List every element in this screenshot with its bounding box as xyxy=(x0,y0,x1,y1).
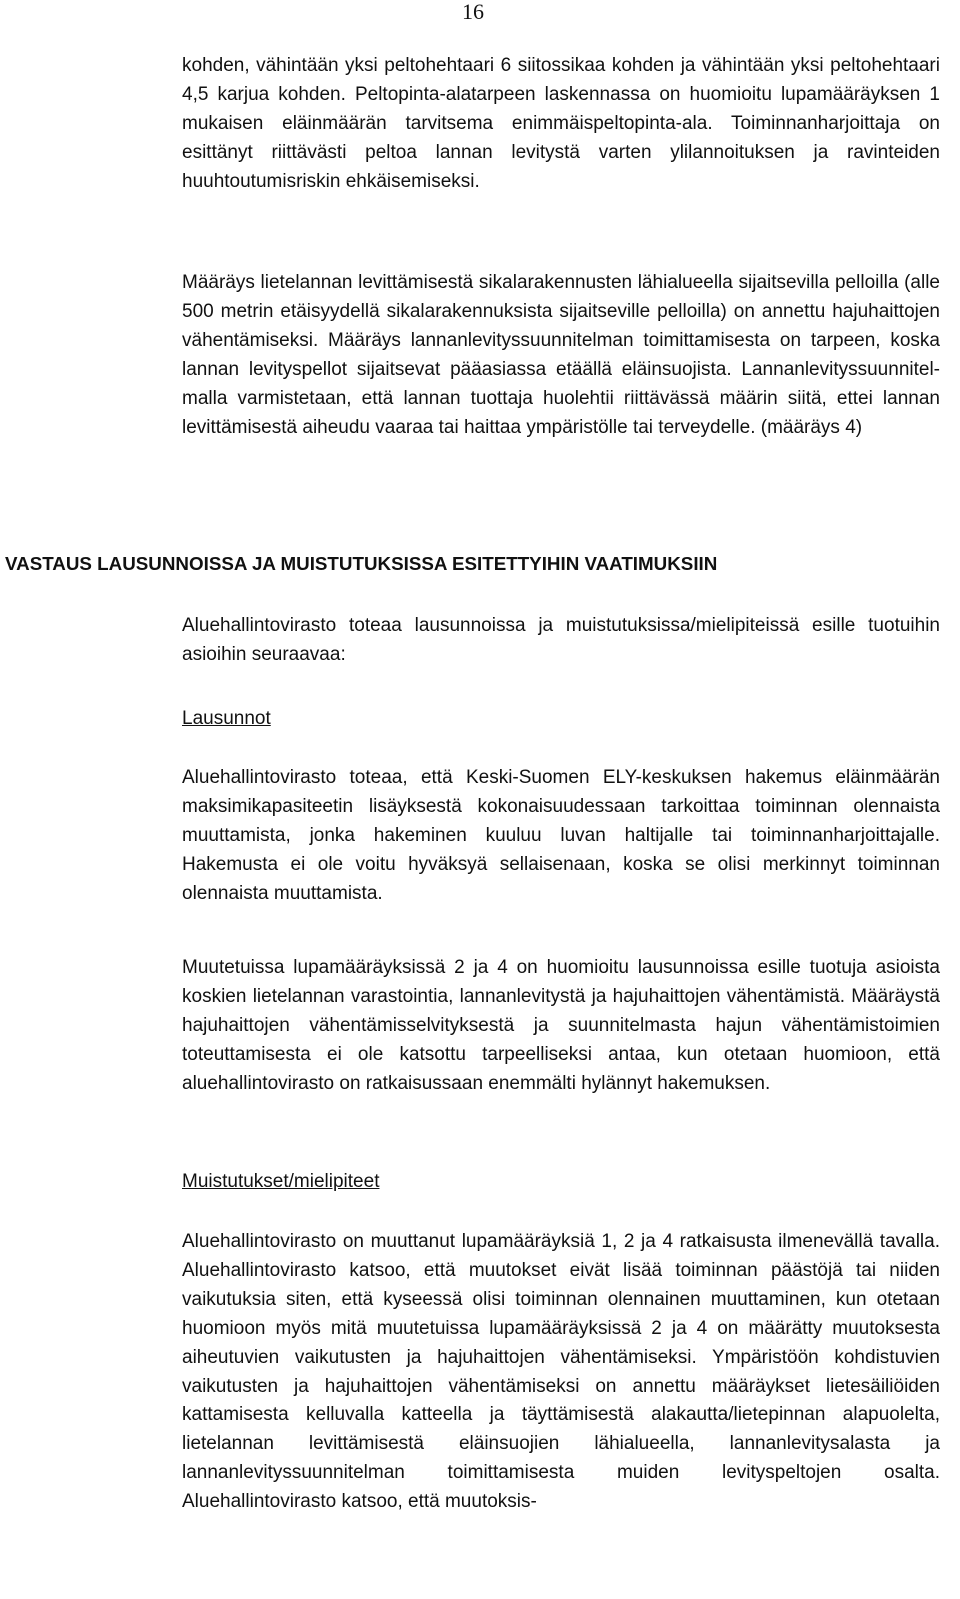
paragraph-intro-response: Aluehallintovirasto toteaa lausunnoissa ja muistutuksissa/mielipiteissä esille tuotuihin asioihin seuraavaa: xyxy=(182,615,940,665)
paragraph-field-requirements: kohden, vähintään yksi peltohehtaari 6 siitossikaa kohden ja vähintään yksi peltohehtaari 4,5 karjua kohden. Peltopinta-alatarpeen laskennassa on huomioitu lupamääräyksen 1 mukaisen eläinmäärän tarvitsema enimmäispeltopinta-ala. Toiminnanharjoittaja on esittänyt riittävästi peltoa lannan levitystä varten ylilannoituksen ja ravinteiden huuhtoutumisriskin ehkäisemiseksi. xyxy=(182,55,940,192)
paragraph-ely-application: Aluehallintovirasto toteaa, että Keski-Suomen ELY-keskuksen hakemus eläinmäärän maksimikapasiteetin lisäyksestä kokonaisuudessaan tarkoittaa toiminnan olennaista muuttamista, jonka hakeminen kuuluu luvan haltijalle tai toiminnanharjoittajalle. Hakemusta ei ole voitu hyväksyä sellaisenaan, koska se olisi merkinnyt toiminnan olennaista muuttamista. xyxy=(182,767,940,904)
paragraph-changed-conditions: Aluehallintovirasto on muuttanut lupamääräyksiä 1, 2 ja 4 ratkaisusta ilmenevällä tavalla. Aluehallintovirasto katsoo, että muutokset eivät lisää toiminnan päästöjä tai niiden vaikutuksia siten, että kyseessä olisi toiminnan olennainen muuttaminen, kun otetaan huomioon myös mitä muutetuissa lupamääräyksissä 2 ja 4 on määrätty muutoksesta aiheutuvien vaikutusten ja hajuhaittojen vähentämiseksi. Ympäristöön kohdistuvien vaikutusten ja hajuhaittojen vähentämiseksi on annettu määräykset lietesäiliöiden kattamisesta kelluvalla katteella ja täyttämisestä alakautta/lietepinnan alapuolelta, lietelannan levittämisestä eläinsuojien lähialueella, lannanlevitysalasta ja lannanlevityssuunnitelman toimittamisesta muiden levityspeltojen osalta. Aluehallintovirasto katsoo, että muutoksis- xyxy=(182,1231,940,1513)
section-heading: VASTAUS LAUSUNNOISSA JA MUISTUTUKSISSA ESITETTYIHIN VAATIMUKSIIN xyxy=(5,553,718,574)
subheading-muistutukset: Muistutukset/mielipiteet xyxy=(182,1171,380,1192)
subheading-lausunnot: Lausunnot xyxy=(182,708,271,729)
paragraph-amended-conditions: Muutetuissa lupamääräyksissä 2 ja 4 on huomioitu lausunnoissa esille tuotuja asioista koskien lietelannan varastointia, lannanlevitystä ja hajuhaittojen vähentämistä. Määräystä hajuhaittojen vähentämisselvityksestä ja suunnitelmasta hajun vähentämistoimien toteuttamisesta ei ole katsottu tarpeelliseksi antaa, kun otetaan huomioon, että aluehallintovirasto on ratkaisussaan enemmälti hylännyt hakemuksen. xyxy=(182,957,940,1094)
page-number: 16 xyxy=(462,0,484,24)
paragraph-slurry-spreading: Määräys lietelannan levittämisestä sikalarakennusten lähialueella sijaitsevilla pelloilla (alle 500 metrin etäisyydellä sikalarakennuksista sijaitseville pelloilla) on annettu hajuhaittojen vähentämiseksi. Määräys lannanlevityssuunnitelman toimittamisesta on tarpeen, koska lannan levityspellot sijaitsevat pääasiassa etäällä eläinsuojista. Lannanlevityssuunnitelmalla varmistetaan, että lannan tuottaja huolehtii riittävässä määrin siitä, ettei lannan levittämisestä aiheudu vaaraa tai haittaa ympäristölle tai terveydelle. (määräys 4) xyxy=(182,272,940,438)
